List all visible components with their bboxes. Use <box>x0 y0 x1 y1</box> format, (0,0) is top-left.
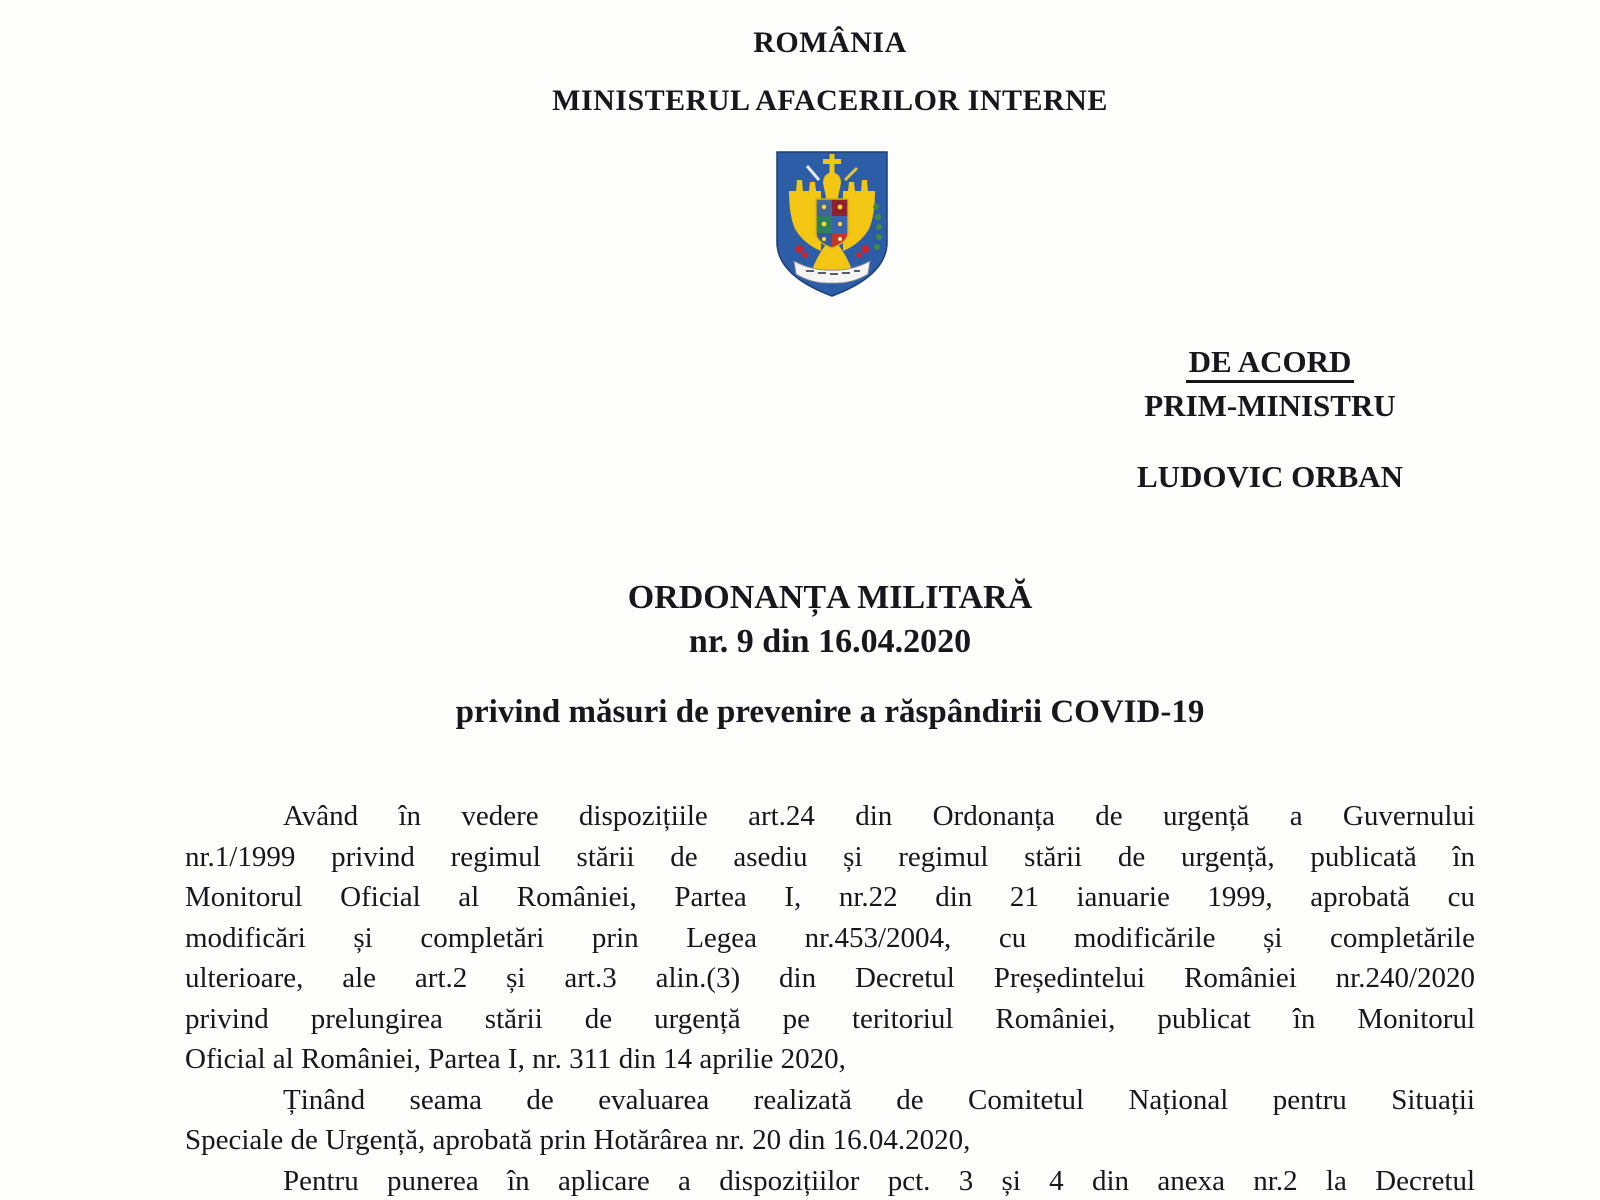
approval-signatory: LUDOVIC ORBAN <box>1136 459 1404 494</box>
chest-shield <box>816 199 848 249</box>
ordinance-body <box>185 796 1475 1200</box>
ordinance-number: nr. 9 din 16.04.2020 <box>688 623 972 660</box>
body-line: privind prelungirea stării de urgență pe teritoriul României, publicat în Monitorul <box>185 1002 1475 1035</box>
approval-label: DE ACORD <box>1075 340 1465 384</box>
ordinance-title <box>185 576 1475 664</box>
body-line: modificări și completări prin Legea nr.453/2004, cu modificările și completările <box>185 921 1475 954</box>
body-line: ulterioare, ale art.2 și art.3 alin.(3) din Decretul Președintelui României nr.240/2020 <box>185 962 1475 994</box>
body-line: Monitorul Oficial al României, Partea I, nr.22 din 21 ianuarie 1999, aprobată cu <box>185 881 1475 913</box>
ordinance-title-line1: ORDONANȚA MILITARĂ <box>627 579 1033 616</box>
body-line: Pentru punerea în aplicare a dispozițiilor pct. 3 și 4 din anexa nr.2 la Decretul <box>283 1164 1475 1197</box>
body-line: Oficial al României, Partea I, nr. 311 din 14 aprilie 2020, <box>185 1043 846 1075</box>
ordinance-subject: privind măsuri de prevenire a răspândirii COVID-19 <box>455 694 1205 730</box>
document-header <box>185 22 1475 122</box>
body-line: Speciale de Urgență, aprobată prin Hotărârea nr. 20 din 16.04.2020, <box>185 1124 971 1156</box>
body-line: Ținând seama de evaluarea realizată de Comitetul Național pentru Situații <box>283 1083 1475 1116</box>
approval-block <box>1075 340 1465 499</box>
romania-coat-of-arms-icon <box>772 149 892 299</box>
ministry-title: MINISTERUL AFACERILOR INTERNE <box>552 84 1108 117</box>
body-line: Având în vedere dispozițiile art.24 din Ordonanța de urgență a Guvernului <box>283 800 1475 832</box>
body-line: nr.1/1999 privind regimul stării de asediu și regimul stării de urgență, publicată în <box>185 840 1475 873</box>
country-title: ROMÂNIA <box>753 26 907 59</box>
approval-role: PRIM-MINISTRU <box>1144 388 1396 423</box>
